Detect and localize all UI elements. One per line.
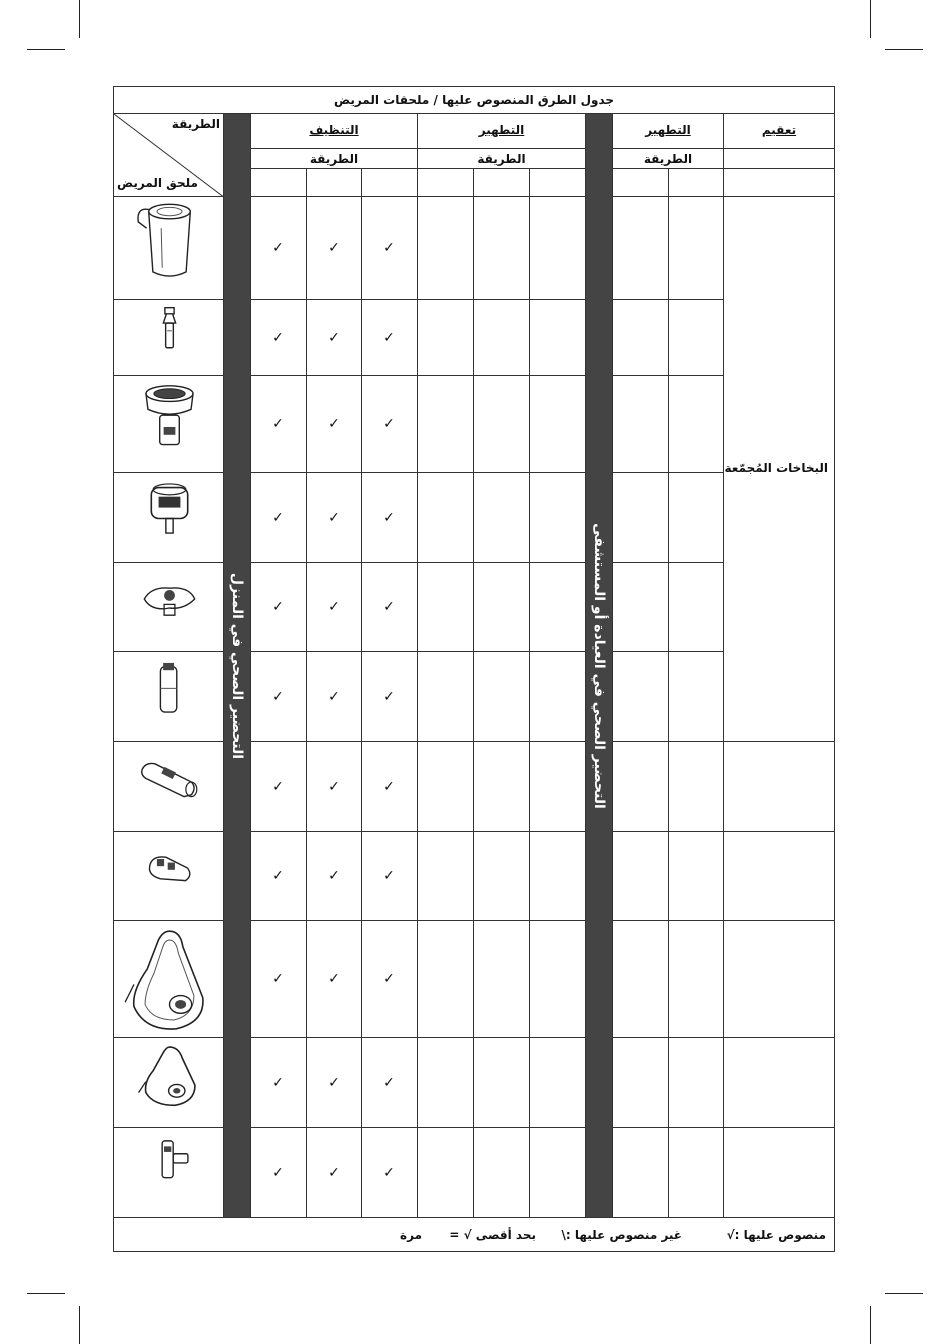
- table-cell: [612, 472, 669, 563]
- table-cell: [417, 741, 474, 832]
- table-cell: [612, 1127, 669, 1219]
- sterilization-cell: [723, 920, 835, 1038]
- table-cell: [668, 1037, 724, 1128]
- check-mark: ✓: [272, 778, 284, 795]
- legend-times: مرة: [400, 1228, 422, 1242]
- accessory-cell: [113, 651, 224, 742]
- combined-nebulizer-cell: [723, 196, 835, 742]
- accessory-cell: [113, 472, 224, 563]
- check-mark: ✓: [383, 329, 395, 346]
- check-mark: ✓: [328, 1165, 340, 1181]
- table-cell: [612, 196, 669, 300]
- sterilization-cell: [723, 1037, 835, 1128]
- sub-header-cell: [612, 168, 669, 197]
- band-clinic-preparation: [585, 113, 613, 1218]
- table-cell: [417, 196, 474, 300]
- check-mark: ✓: [272, 329, 284, 346]
- nebulizer-cup-icon: [114, 197, 225, 301]
- check-mark: ✓: [383, 778, 395, 795]
- table-cell: [473, 651, 530, 742]
- table-cell: [668, 920, 724, 1038]
- child-mask-icon: [114, 1038, 225, 1129]
- group-label: البخاخات المُجمّعة: [724, 461, 828, 475]
- table-cell: [473, 1127, 530, 1219]
- table-cell: [417, 1037, 474, 1128]
- nebulizer-cap-icon: [114, 473, 225, 564]
- table-cell: [612, 1037, 669, 1128]
- crop-mark: [870, 0, 871, 38]
- table-cell: [473, 741, 530, 832]
- table-cell: [529, 651, 586, 742]
- sub-header-cell: [306, 168, 362, 197]
- check-mark: ✓: [328, 688, 340, 705]
- accessory-cell: [113, 299, 224, 376]
- check-mark: ✓: [328, 416, 340, 432]
- check-mark: ✓: [272, 1165, 284, 1181]
- table-cell: [612, 831, 669, 921]
- table-cell: [668, 651, 724, 742]
- legend-specified: √: منصوص عليها: [726, 1228, 826, 1242]
- method-label-cell: الطريقة: [612, 148, 724, 169]
- sub-header-cell: [361, 168, 418, 197]
- check-mark: ✓: [383, 688, 395, 705]
- baffle-disk-icon: [114, 563, 225, 653]
- check-mark: ✓: [272, 599, 284, 615]
- sub-header-cell: [723, 168, 835, 197]
- crop-mark: [885, 49, 923, 50]
- sterilization-cell: [723, 1127, 835, 1219]
- table-title: جدول الطرق المنصوص عليها / ملحقات المريض: [333, 93, 615, 107]
- table-cell: [529, 562, 586, 652]
- table-cell: [529, 741, 586, 832]
- table-cell: [473, 1037, 530, 1128]
- sterilization-cell: [723, 831, 835, 921]
- table-cell: [668, 196, 724, 300]
- table-cell: [529, 920, 586, 1038]
- check-mark: ✓: [272, 1074, 284, 1091]
- check-mark: ✓: [328, 868, 340, 884]
- check-mark: ✓: [383, 599, 395, 615]
- table-cell: [417, 562, 474, 652]
- table-cell: [473, 562, 530, 652]
- check-mark: ✓: [383, 868, 395, 884]
- crop-mark: [79, 1306, 80, 1344]
- legend-not-specified: \: غير منصوص عليها: [561, 1228, 682, 1242]
- table-cell: [417, 299, 474, 376]
- table-cell: [612, 920, 669, 1038]
- check-mark: ✓: [383, 1165, 395, 1181]
- check-mark: ✓: [328, 599, 340, 615]
- table-cell: [668, 472, 724, 563]
- accessory-cell: [113, 1037, 224, 1128]
- table-cell: [612, 741, 669, 832]
- check-mark: ✓: [272, 868, 284, 884]
- table-cell: [417, 651, 474, 742]
- accessory-cell: [113, 920, 224, 1038]
- band-clinic-label: التحضير الصحي في العيادة أو المستشفى: [591, 522, 607, 809]
- crop-mark: [79, 0, 80, 38]
- check-mark: ✓: [328, 240, 340, 256]
- check-mark: ✓: [383, 509, 395, 526]
- header-disinfection: التطهير: [417, 113, 586, 149]
- table-cell: [612, 375, 669, 473]
- crop-mark: [870, 1306, 871, 1344]
- check-mark: ✓: [383, 1074, 395, 1091]
- nebulizer-top-icon: [114, 376, 225, 474]
- table-cell: [612, 562, 669, 652]
- nose-piece-icon: [114, 832, 225, 922]
- sub-header-cell: [529, 168, 586, 197]
- sterilization-cell: [723, 741, 835, 832]
- accessory-cell: [113, 562, 224, 652]
- mouthpiece-icon: [114, 742, 225, 833]
- table-cell: [668, 375, 724, 473]
- accessory-cell: [113, 196, 224, 300]
- table-cell: [668, 831, 724, 921]
- method-label-cell: الطريقة: [417, 148, 586, 169]
- table-cell: [668, 299, 724, 376]
- band-home-label: التحضير الصحي في المنزل: [229, 572, 245, 759]
- table-cell: [529, 831, 586, 921]
- table-cell: [473, 472, 530, 563]
- sub-header-cell: [668, 168, 724, 197]
- crop-mark: [27, 1293, 65, 1294]
- table-cell: [473, 196, 530, 300]
- table-cell: [668, 562, 724, 652]
- table-cell: [473, 299, 530, 376]
- table-cell: [417, 1127, 474, 1219]
- table-cell: [529, 1037, 586, 1128]
- check-mark: ✓: [272, 971, 284, 987]
- legend-maximum: = √ بحد أقصى: [449, 1228, 536, 1242]
- check-mark: ✓: [272, 509, 284, 526]
- accessory-cell: [113, 741, 224, 832]
- accessory-cell: [113, 1127, 224, 1219]
- check-mark: ✓: [272, 240, 284, 256]
- check-mark: ✓: [383, 416, 395, 432]
- table-cell: [529, 196, 586, 300]
- crop-mark: [27, 49, 65, 50]
- table-cell: [529, 299, 586, 376]
- header-sterilization: تعقيم: [723, 113, 835, 149]
- corner-accessory-label: ملحق المريض: [117, 176, 198, 190]
- accessory-cell: [113, 375, 224, 473]
- check-mark: ✓: [328, 509, 340, 526]
- sub-header-cell: [417, 168, 474, 197]
- table-cell: [417, 920, 474, 1038]
- connector-tube-icon: [114, 652, 225, 743]
- check-mark: ✓: [328, 971, 340, 987]
- nozzle-insert-icon: [114, 300, 225, 377]
- table-cell: [473, 375, 530, 473]
- table-cell: [417, 472, 474, 563]
- crop-mark: [885, 1293, 923, 1294]
- table-cell: [612, 651, 669, 742]
- table-title-cell: [113, 86, 835, 114]
- check-mark: ✓: [328, 1074, 340, 1091]
- table-cell: [417, 375, 474, 473]
- legend-row: [113, 1217, 835, 1252]
- accessory-cell: [113, 831, 224, 921]
- sub-header-cell: [250, 168, 307, 197]
- table-cell: [473, 920, 530, 1038]
- band-home-preparation: [223, 113, 251, 1218]
- check-mark: ✓: [328, 778, 340, 795]
- check-mark: ✓: [383, 971, 395, 987]
- sub-header-cell: [473, 168, 530, 197]
- table-cell: [417, 831, 474, 921]
- table-cell: [612, 299, 669, 376]
- check-mark: ✓: [272, 416, 284, 432]
- header-cleaning: التنظيف: [250, 113, 418, 149]
- corner-method-label: الطريقة: [171, 117, 220, 131]
- check-mark: ✓: [328, 329, 340, 346]
- header-disinfection-clinic: التطهير: [612, 113, 724, 149]
- table-cell: [473, 831, 530, 921]
- check-mark: ✓: [272, 688, 284, 705]
- method-label-cell: الطريقة: [250, 148, 418, 169]
- table-cell: [668, 1127, 724, 1219]
- table-cell: [529, 472, 586, 563]
- adult-mask-icon: [114, 921, 225, 1039]
- table-cell: [668, 741, 724, 832]
- table-cell: [529, 375, 586, 473]
- check-mark: ✓: [383, 240, 395, 256]
- corner-header-cell: [113, 113, 224, 197]
- table-cell: [529, 1127, 586, 1219]
- t-adapter-icon: [114, 1128, 225, 1220]
- method-label-cell: [723, 148, 835, 169]
- methods-table: [113, 86, 835, 1252]
